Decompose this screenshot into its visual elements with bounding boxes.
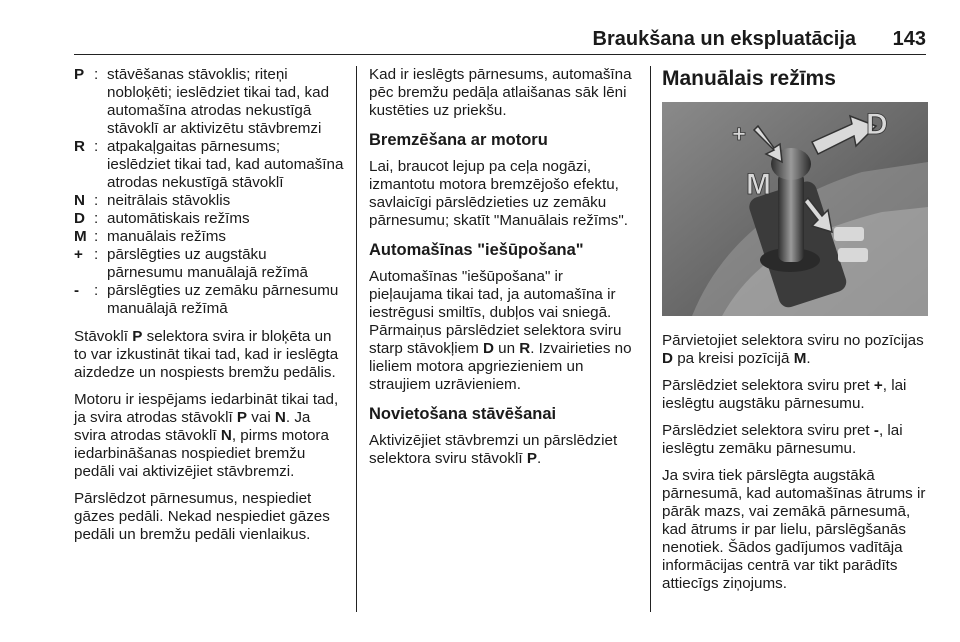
label-plus: +: [732, 121, 747, 148]
section-heading: Novietošana stāvēšanai: [369, 405, 557, 423]
paragraph: Ja svira tiek pārslēgta augstākā pārnesumā, kad automašīnas ātrums ir pārāk mazs, vai zemākā pārnesumā, kad ātrums ir par lielu, pārslēgšanās nenotiek. Šādos gadījumos vadītāja informācijas centrā var tikt parādīts attiecīgs ziņojums.: [662, 467, 926, 592]
column-left: [74, 66, 346, 553]
section-heading: Bremzēšana ar motoru: [369, 131, 548, 149]
def-text: neitrālais stāvoklis: [107, 192, 231, 209]
def-key: P: [74, 66, 85, 83]
paragraph: Automašīnas "iešūpošana" ir pieļaujama tikai tad, ja automašīna ir iestrēgusi smiltīs, dubļos vai sniegā. Pārmaiņus pārslēdziet selektora sviru starp stāvokļiem D un R. Izvairieties no lieliem motora apgriezieniem un straujiem uzrāvieniem.: [369, 268, 632, 393]
def-key: M: [74, 228, 87, 245]
section-title: Manuālais režīms: [662, 67, 836, 90]
def-key: R: [74, 138, 85, 155]
gear-selector-illustration: [662, 102, 928, 316]
gear-selector-photo: [662, 102, 928, 316]
def-text: automātiskais režīms: [107, 210, 250, 227]
def-key: -: [74, 282, 80, 299]
label-m: M: [746, 168, 771, 201]
page-header: [74, 26, 926, 55]
def-item: N : neitrālais stāvoklis: [74, 192, 346, 210]
column-divider: [650, 66, 651, 612]
paragraph: Aktivizējiet stāvbremzi un pārslēdziet selektora sviru stāvoklī P.: [369, 432, 618, 467]
def-key: D: [74, 210, 85, 227]
paragraph: Lai, braucot lejup pa ceļa nogāzi, izmantotu motora bremzējošo efektu, savlaicīgi pārslēdzieties uz zemāku pārnesumu; skatīt "Manuālais režīms".: [369, 158, 628, 229]
def-item: M : manuālais režīms: [74, 228, 346, 246]
section-heading: Automašīnas "iešūpošana": [369, 241, 584, 259]
paragraph: Pārvietojiet selektora sviru no pozīcijas D pa kreisi pozīcijā M.: [662, 332, 924, 367]
paragraph: Pārslēdziet selektora sviru pret -, lai ieslēgtu zemāku pārnesumu.: [662, 422, 903, 457]
def-text: stāvēšanas stāvoklis; riteņi nobloķēti; ieslēdziet tikai tad, kad automašīna atrodas nekustīgā stāvoklī ar aktivizētu stāvbremzi: [107, 66, 330, 137]
def-text: manuālais režīms: [107, 228, 227, 245]
def-item: D : automātiskais režīms: [74, 210, 346, 228]
def-item: P : stāvēšanas stāvoklis; riteņi nobloķēti; ieslēdziet tikai tad, kad automašīna atrodas nekustīgā stāvoklī ar aktivizētu stāvbremzi: [74, 66, 346, 138]
paragraph: Pārslēdziet selektora sviru pret +, lai ieslēgtu augstāku pārnesumu.: [662, 377, 907, 412]
paragraph: Pārslēdzot pārnesumus, nespiediet gāzes pedāli. Nekad nespiediet gāzes pedāli un bremžu pedāli vienlaikus.: [74, 490, 330, 543]
def-item: R : atpakaļgaitas pārnesums; ieslēdziet tikai tad, kad automašīna atrodas nekustīgā stāvoklī: [74, 138, 346, 192]
label-d: D: [866, 108, 888, 141]
page-number: 143: [892, 28, 926, 50]
def-text: atpakaļgaitas pārnesums; ieslēdziet tikai tad, kad automašīna atrodas nekustīgā stāvoklī: [107, 138, 344, 191]
def-text: pārslēgties uz zemāku pārnesumu manuālajā režīmā: [107, 282, 339, 317]
def-item: + : pārslēgties uz augstāku pārnesumu manuālajā režīmā: [74, 246, 346, 282]
chapter-title: Braukšana un ekspluatācija: [592, 28, 856, 50]
def-key: N: [74, 192, 85, 209]
column-right: [662, 66, 930, 602]
column-middle: [369, 66, 637, 477]
paragraph: Stāvoklī P selektora svira ir bloķēta un to var izkustināt tikai tad, kad ir ieslēgta aizdedze un nospiests bremžu pedālis.: [74, 328, 339, 381]
def-item: - : pārslēgties uz zemāku pārnesumu manuālajā režīmā: [74, 282, 346, 318]
def-text: pārslēgties uz augstāku pārnesumu manuālajā režīmā: [107, 246, 308, 281]
column-divider: [356, 66, 357, 612]
paragraph: Kad ir ieslēgts pārnesums, automašīna pēc bremžu pedāļa atlaišanas sāk lēni kustēties uz priekšu.: [369, 66, 632, 119]
def-key: +: [74, 246, 83, 263]
paragraph: Motoru ir iespējams iedarbināt tikai tad, ja svira atrodas stāvoklī P vai N. Ja svira atrodas stāvoklī N, pirms motora iedarbināšanas nospiediet bremžu pedāli vai aktivizējiet stāvbremzi.: [74, 391, 339, 480]
